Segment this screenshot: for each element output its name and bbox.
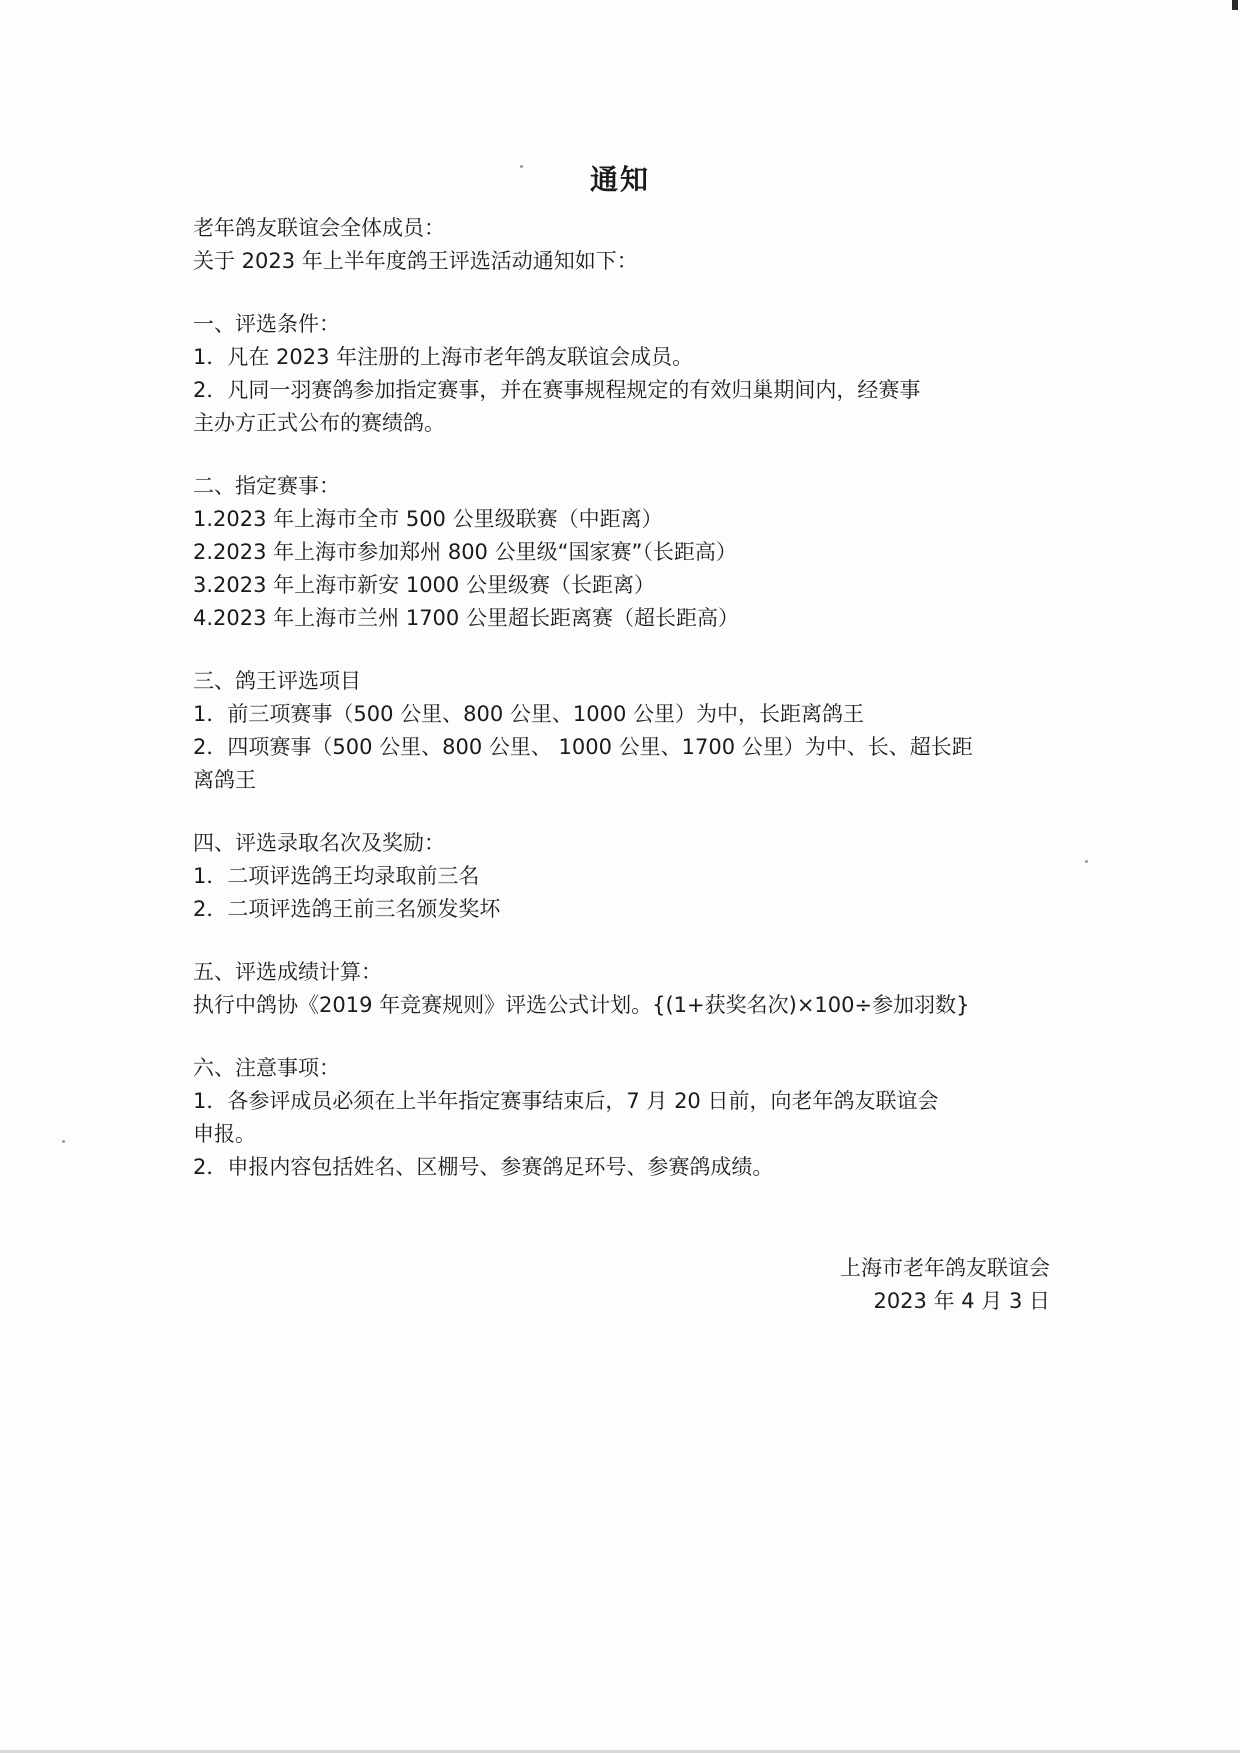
scan-speck <box>1085 860 1088 863</box>
scan-speck <box>520 165 523 168</box>
section-line: 1．凡在 2023 年注册的上海市老年鸽友联谊会成员。 <box>193 345 694 369</box>
section-heading: 三、鸽王评选项目 <box>193 669 361 693</box>
section-heading: 二、指定赛事： <box>193 474 340 498</box>
signature-block <box>840 1252 1050 1318</box>
section-heading: 一、评选条件： <box>193 312 340 336</box>
section-line: 2．申报内容包括姓名、区棚号、参赛鸽足环号、参赛鸽成绩。 <box>193 1155 774 1179</box>
section-line: 执行中鸽协《2019 年竞赛规则》评选公式计划。{(1+获奖名次)×100÷参加羽数} <box>193 993 970 1017</box>
scan-speck <box>62 1140 65 1143</box>
intro-line: 关于 2023 年上半年度鸽王评选活动通知如下： <box>193 249 638 273</box>
section-heading: 四、评选录取名次及奖励： <box>193 831 445 855</box>
section-line: 离鸽王 <box>193 768 256 792</box>
section-line: 1．前三项赛事（500 公里、800 公里、1000 公里）为中，长距离鸽王 <box>193 702 864 726</box>
section-line: 申报。 <box>193 1122 256 1146</box>
document-title: 通知 <box>589 163 650 196</box>
section-line: 2．四项赛事（500 公里、800 公里、 1000 公里、1700 公里）为中、长、超长距 <box>193 735 973 759</box>
section-line: 主办方正式公布的赛绩鸽。 <box>193 411 445 435</box>
signature-organization: 上海市老年鸽友联谊会 <box>840 1256 1050 1280</box>
section-heading: 五、评选成绩计算： <box>193 960 382 984</box>
scan-corner-mark <box>1232 0 1238 10</box>
section-line: 1．二项评选鸽王均录取前三名 <box>193 864 480 888</box>
document-body <box>193 212 1053 1184</box>
section-line: 1．各参评成员必须在上半年指定赛事结束后，7 月 20 日前，向老年鸽友联谊会 <box>193 1089 939 1113</box>
section-line: 2.2023 年上海市参加郑州 800 公里级“国家赛”（长距高） <box>193 540 737 564</box>
section-line: 2．凡同一羽赛鸽参加指定赛事，并在赛事规程规定的有效归巢期间内，经赛事 <box>193 378 921 402</box>
salutation: 老年鸽友联谊会全体成员： <box>193 216 445 240</box>
section-line: 1.2023 年上海市全市 500 公里级联赛（中距离） <box>193 507 663 531</box>
section-heading: 六、注意事项： <box>193 1056 340 1080</box>
section-line: 3.2023 年上海市新安 1000 公里级赛（长距离） <box>193 573 655 597</box>
signature-date: 2023 年 4 月 3 日 <box>873 1289 1050 1313</box>
section-line: 2．二项评选鸽王前三名颁发奖坏 <box>193 897 501 921</box>
section-line: 4.2023 年上海市兰州 1700 公里超长距离赛（超长距高） <box>193 606 739 630</box>
